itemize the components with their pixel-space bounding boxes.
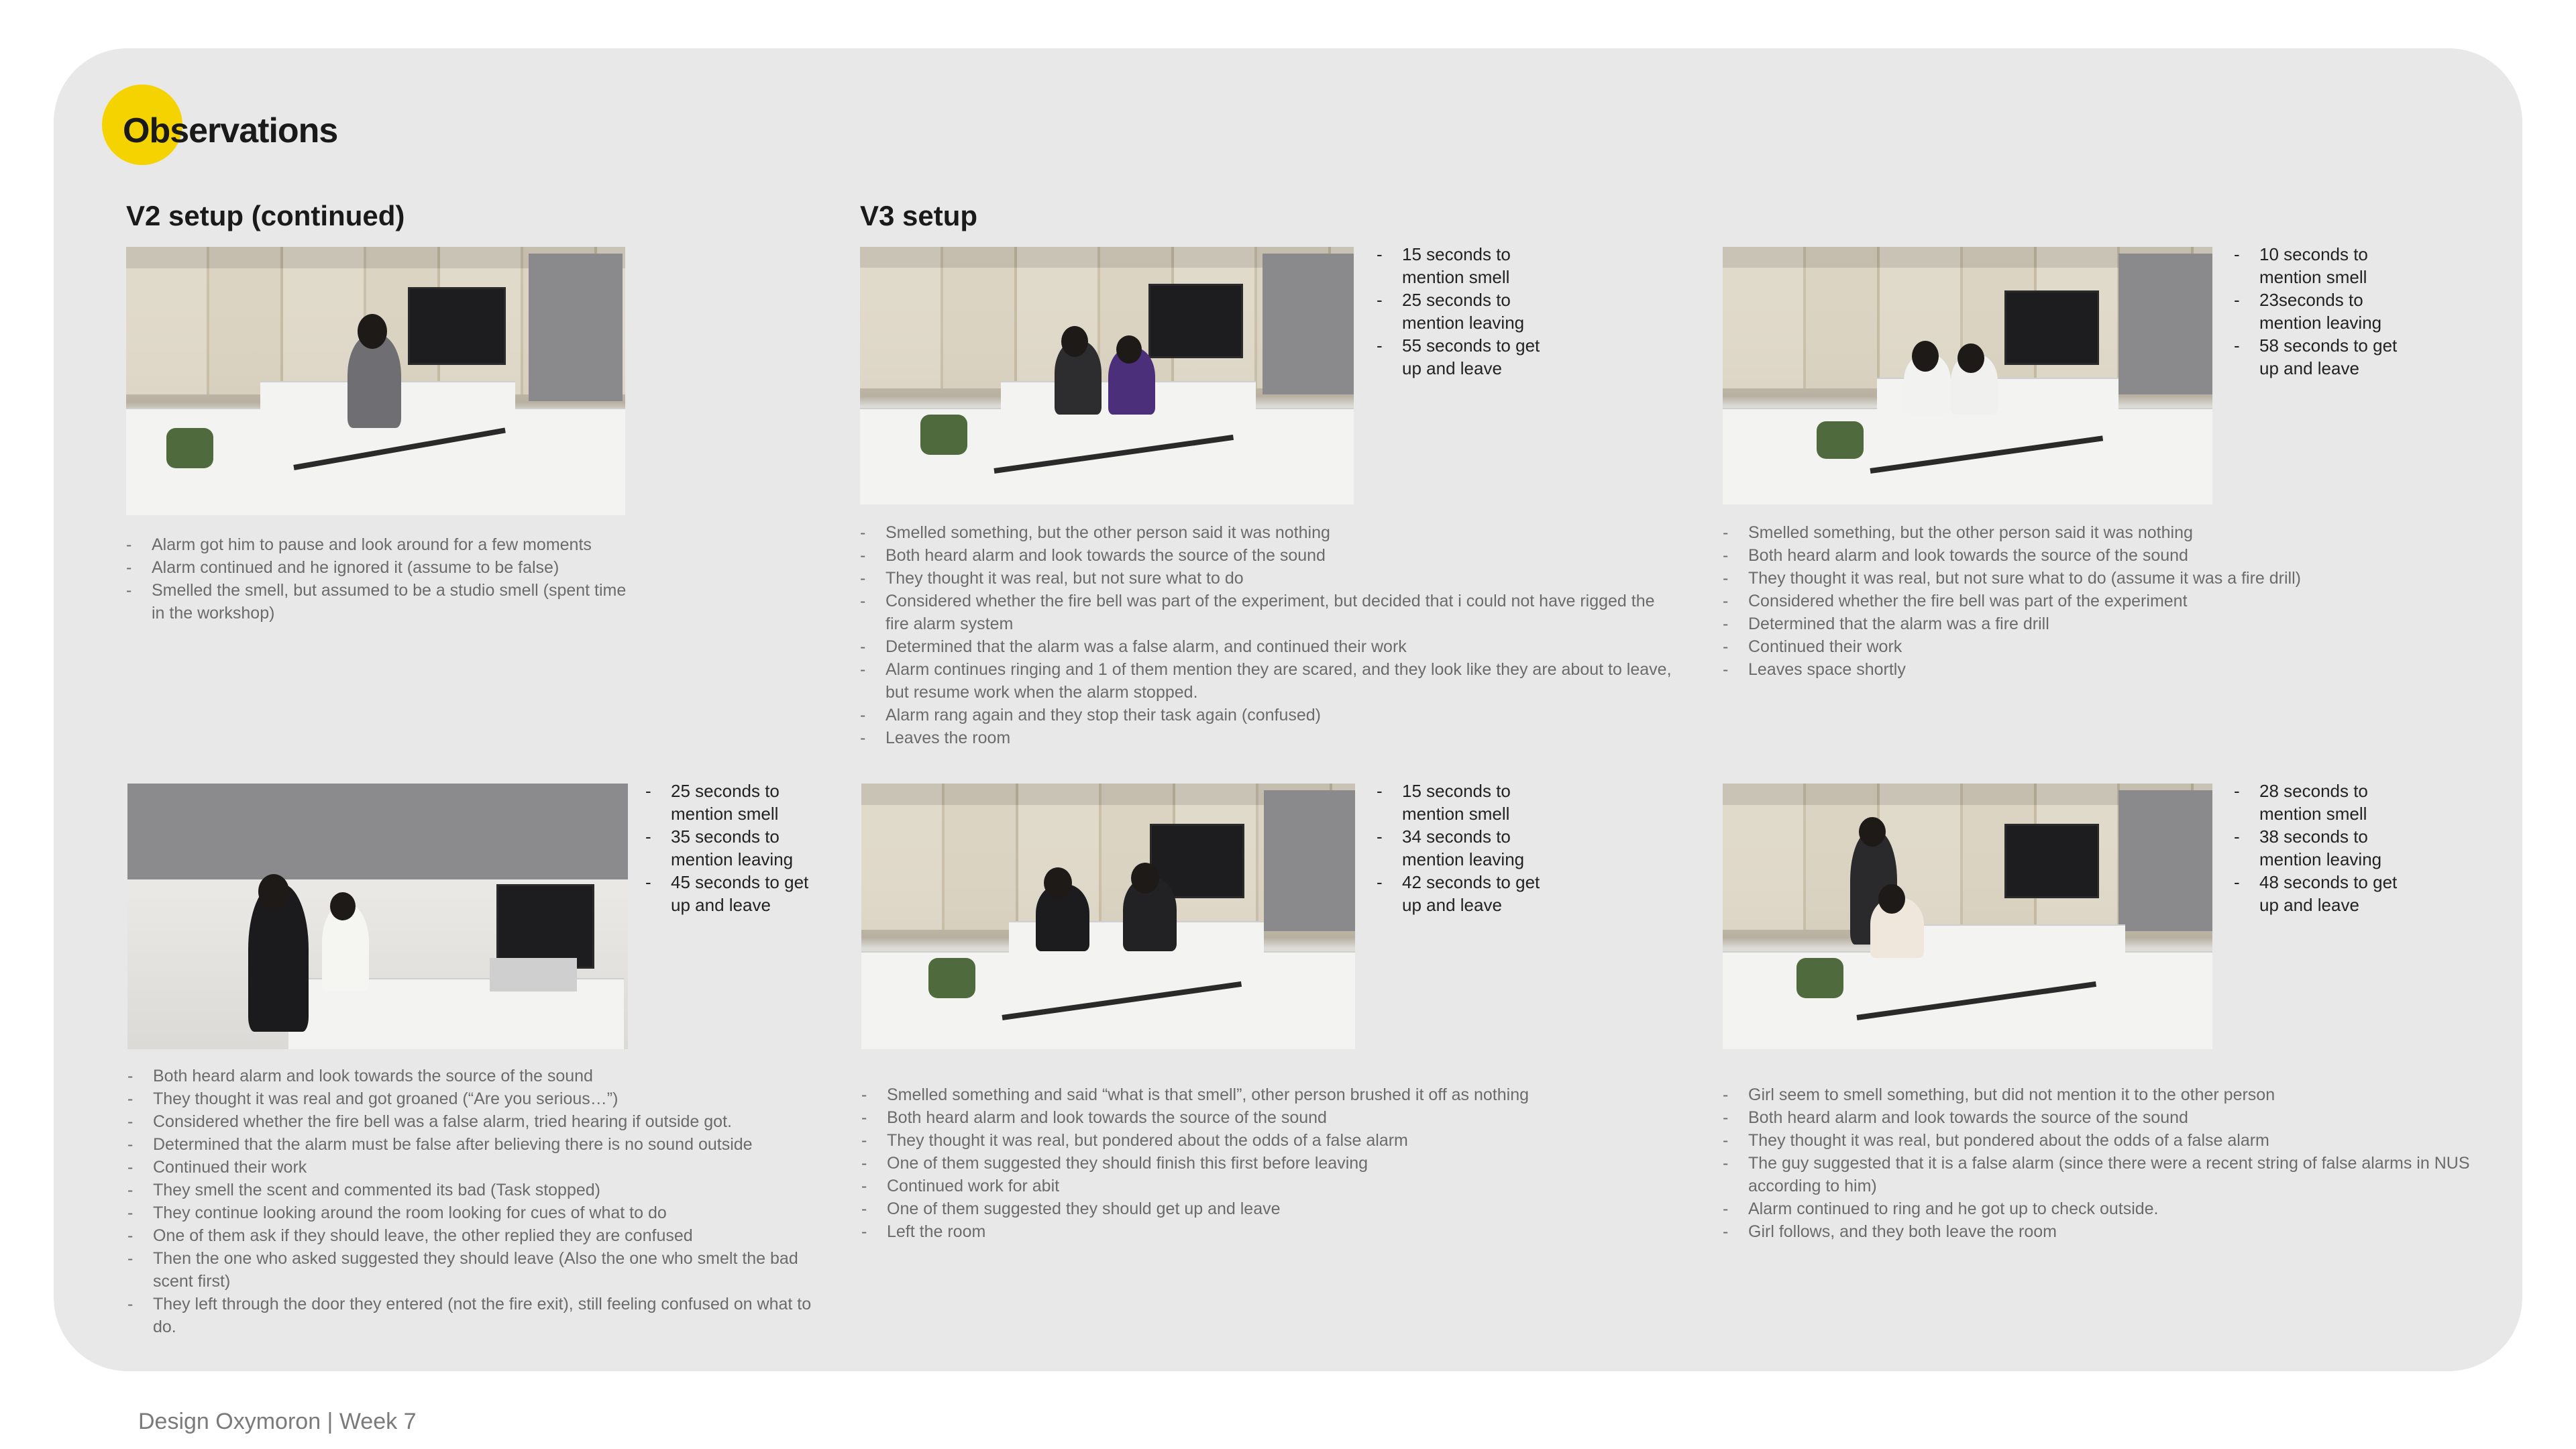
list-item: - Continued work for abit [861, 1175, 1673, 1197]
v2-notes-1 [126, 533, 636, 625]
v2-section-title: V2 setup (continued) [126, 200, 405, 231]
list-item: - One of them ask if they should leave, the other replied they are confused [127, 1224, 839, 1247]
v2-photo-1 [126, 247, 625, 515]
list-item: - 58 seconds to get up and leave [2234, 334, 2408, 380]
list-item: - Alarm rang again and they stop their task again (confused) [860, 704, 1672, 727]
page-title: Observations [123, 111, 338, 150]
list-item: - 23seconds to mention leaving [2234, 288, 2408, 334]
list-item: - Alarm continued and he ignored it (assume to be false) [126, 556, 636, 579]
list-item: - They thought it was real, but pondered about the odds of a false alarm [1723, 1129, 2481, 1152]
v3-timings-2 [2234, 243, 2408, 380]
list-item: - 38 seconds to mention leaving [2234, 825, 2408, 871]
list-item: - Girl follows, and they both leave the room [1723, 1220, 2481, 1243]
list-item: - Alarm continued to ring and he got up to check outside. [1723, 1197, 2481, 1220]
list-item: - 25 seconds to mention leaving [1377, 288, 1551, 334]
v3-notes-1 [860, 521, 1672, 749]
list-item: - Both heard alarm and look towards the source of the sound [1723, 1106, 2481, 1129]
list-item: - They left through the door they entered (not the fire exit), still feeling confused on what to do. [127, 1293, 839, 1338]
list-item: - Both heard alarm and look towards the source of the sound [1723, 544, 2481, 567]
v3-timings-4 [2234, 780, 2408, 916]
list-item: - Determined that the alarm was a fire drill [1723, 612, 2481, 635]
list-item: - Determined that the alarm must be false after believing there is no sound outside [127, 1133, 839, 1156]
v3-photo-4 [1723, 784, 2212, 1049]
list-item: - 25 seconds to mention smell [645, 780, 820, 825]
v3-photo-3 [861, 784, 1355, 1049]
list-item: - They smell the scent and commented its bad (Task stopped) [127, 1179, 839, 1201]
list-item: - Smelled something, but the other person said it was nothing [1723, 521, 2481, 544]
list-item: - 55 seconds to get up and leave [1377, 334, 1551, 380]
list-item: - They thought it was real, but not sure what to do [860, 567, 1672, 590]
v3-timings-1 [1377, 243, 1551, 380]
v3-notes-4 [1723, 1083, 2481, 1243]
list-item: - Smelled the smell, but assumed to be a studio smell (spent time in the workshop) [126, 579, 636, 625]
v2-notes-2 [127, 1065, 839, 1338]
list-item: - They thought it was real and got groaned (“Are you serious…”) [127, 1087, 839, 1110]
list-item: - Considered whether the fire bell was part of the experiment [1723, 590, 2481, 612]
list-item: - They thought it was real, but not sure what to do (assume it was a fire drill) [1723, 567, 2481, 590]
list-item: - Both heard alarm and look towards the source of the sound [860, 544, 1672, 567]
list-item: - 15 seconds to mention smell [1377, 780, 1551, 825]
list-item: - 34 seconds to mention leaving [1377, 825, 1551, 871]
list-item: - 48 seconds to get up and leave [2234, 871, 2408, 916]
list-item: - Leaves space shortly [1723, 658, 2481, 681]
list-item: - Continued their work [127, 1156, 839, 1179]
list-item: - Smelled something and said “what is that smell”, other person brushed it off as nothing [861, 1083, 1673, 1106]
list-item: - Alarm continues ringing and 1 of them mention they are scared, and they look like they are about to leave, but resume work when the alarm stopped. [860, 658, 1672, 704]
list-item: - 45 seconds to get up and leave [645, 871, 820, 916]
v3-timings-3 [1377, 780, 1551, 916]
list-item: - Leaves the room [860, 727, 1672, 749]
v3-section-title: V3 setup [860, 200, 978, 231]
list-item: - Girl seem to smell something, but did not mention it to the other person [1723, 1083, 2481, 1106]
list-item: - One of them suggested they should get up and leave [861, 1197, 1673, 1220]
list-item: - 42 seconds to get up and leave [1377, 871, 1551, 916]
v3-photo-1 [860, 247, 1354, 504]
list-item: - Considered whether the fire bell was a false alarm, tried hearing if outside got. [127, 1110, 839, 1133]
list-item: - Both heard alarm and look towards the source of the sound [127, 1065, 839, 1087]
list-item: - They continue looking around the room looking for cues of what to do [127, 1201, 839, 1224]
list-item: - Considered whether the fire bell was part of the experiment, but decided that i could not have rigged the fire alarm system [860, 590, 1672, 635]
list-item: - Smelled something, but the other person said it was nothing [860, 521, 1672, 544]
v2-photo-2 [127, 784, 628, 1049]
list-item: - Both heard alarm and look towards the source of the sound [861, 1106, 1673, 1129]
list-item: - Determined that the alarm was a false alarm, and continued their work [860, 635, 1672, 658]
list-item: - 28 seconds to mention smell [2234, 780, 2408, 825]
list-item: - Then the one who asked suggested they should leave (Also the one who smelt the bad scent first) [127, 1247, 839, 1293]
list-item: - The guy suggested that it is a false alarm (since there were a recent string of false alarms in NUS according to him) [1723, 1152, 2481, 1197]
list-item: - 35 seconds to mention leaving [645, 825, 820, 871]
list-item: - 15 seconds to mention smell [1377, 243, 1551, 288]
footer-label: Design Oxymoron | Week 7 [138, 1409, 417, 1434]
list-item: - Continued their work [1723, 635, 2481, 658]
v3-notes-3 [861, 1083, 1673, 1243]
v3-photo-2 [1723, 247, 2212, 504]
v3-notes-2 [1723, 521, 2481, 681]
list-item: - One of them suggested they should finish this first before leaving [861, 1152, 1673, 1175]
v2-timings-2 [645, 780, 820, 916]
list-item: - Left the room [861, 1220, 1673, 1243]
list-item: - They thought it was real, but pondered about the odds of a false alarm [861, 1129, 1673, 1152]
list-item: - Alarm got him to pause and look around for a few moments [126, 533, 636, 556]
list-item: - 10 seconds to mention smell [2234, 243, 2408, 288]
